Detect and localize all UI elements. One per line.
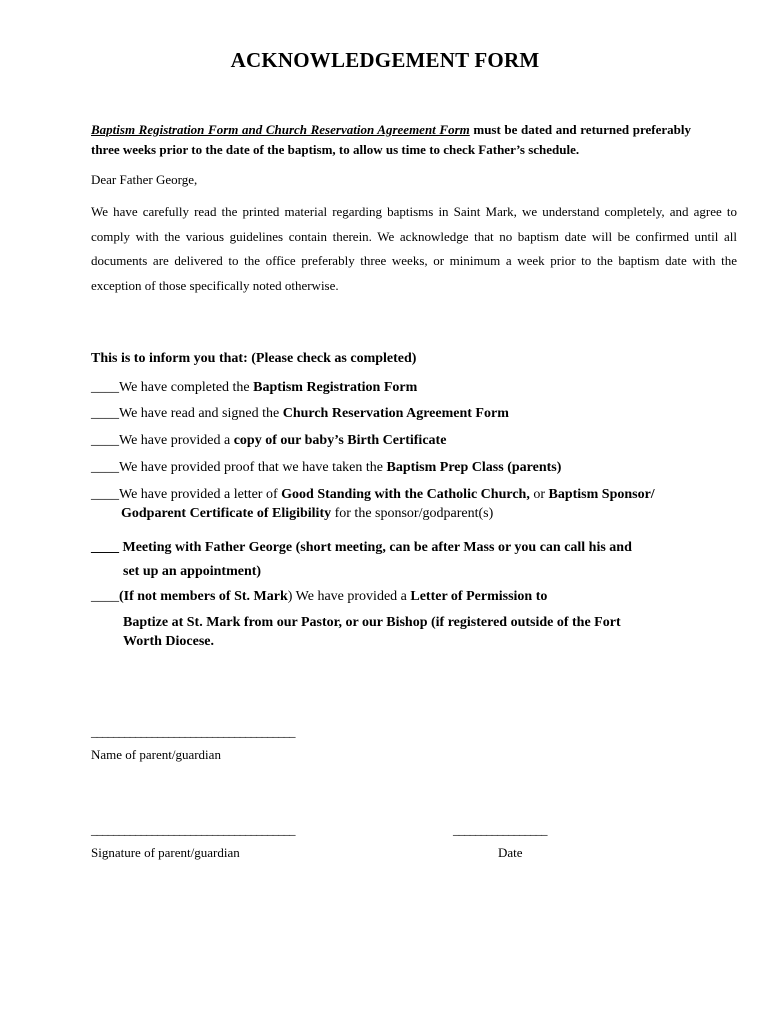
checklist-item-reservation [91,404,711,423]
item-bold-text: Baptism Registration Form [253,380,418,395]
intro-rest: must be dated and returned preferably three weeks prior to the date of the baptism, to allow us time to check Father’s schedule. [91,122,691,157]
item-continuation [91,504,711,523]
check-blank[interactable]: ____ [91,487,119,502]
item-bold-text: Baptism Prep Class (parents) [386,460,562,475]
name-signature-line[interactable]: _____________________________________ [91,724,295,739]
item-bold-text: (If not members of St. Mark [119,589,288,604]
signature-line[interactable]: _____________________________________ [91,822,295,837]
checklist-item-birth-certificate [91,431,711,450]
item-bold-text: copy of our baby’s Birth Certificate [233,433,447,448]
salutation: Dear Father George, [91,172,198,187]
item-bold-text: Baptism Sponsor/ [548,487,655,502]
item-bold-text: Meeting with Father George (short meeting, can be after Mass or you can call his and [119,540,632,555]
item-continuation: Baptize at St. Mark from our Pastor, or our Bishop (if registered outside of the Fort [123,615,621,630]
item-text: We have completed the [119,380,254,395]
intro-paragraph [91,120,691,160]
item-text: for the sponsor/godparent(s) [331,506,494,521]
check-blank[interactable]: ____ [91,433,119,448]
item-bold-text: Letter of Permission to [410,589,548,604]
check-blank[interactable]: ____ [91,460,119,475]
checklist-item-permission [91,585,711,651]
name-label: Name of parent/guardian [91,747,221,762]
item-text: We have provided proof that we have taken the [119,460,387,475]
check-blank[interactable]: ____ [91,406,119,421]
item-text: ) We have provided a [287,589,411,604]
item-text: We have provided a letter of [119,487,282,502]
item-bold-text: Church Reservation Agreement Form [282,406,509,421]
item-continuation: set up an appointment) [123,564,262,579]
item-bold-text: Good Standing with the Catholic Church, [281,487,530,502]
checklist-item-registration [91,378,711,397]
agreement-paragraph: We have carefully read the printed material regarding baptisms in Saint Mark, we understand completely, and agree to comply with the various guidelines contain therein. We acknowledge that no baptism date will be confirmed until all documents are delivered to the office preferably three weeks, or minimum a week prior to the baptism date with the exception of those specifically noted otherwise. [91,204,737,293]
checklist-heading: This is to inform you that: (Please check as completed) [91,351,417,366]
item-text: We have read and signed the [119,406,283,421]
checklist-item-good-standing [91,485,711,523]
item-text: We have provided a [119,433,234,448]
check-blank[interactable]: ____ [91,589,119,604]
checklist-item-meeting [91,536,711,584]
date-label: Date [498,845,523,860]
item-continuation: Worth Diocese. [123,634,214,649]
form-title: ACKNOWLEDGEMENT FORM [230,48,540,72]
item-bold-text: Godparent Certificate of Eligibility [121,506,332,521]
check-blank[interactable]: ____ [91,540,119,555]
item-text: or [529,487,549,502]
checklist-item-prep-class [91,458,711,477]
date-line[interactable]: _________________ [453,822,547,837]
check-blank[interactable]: ____ [91,380,119,395]
signature-label: Signature of parent/guardian [91,845,240,860]
intro-form-names: Baptism Registration Form and Church Reservation Agreement Form [91,122,470,137]
